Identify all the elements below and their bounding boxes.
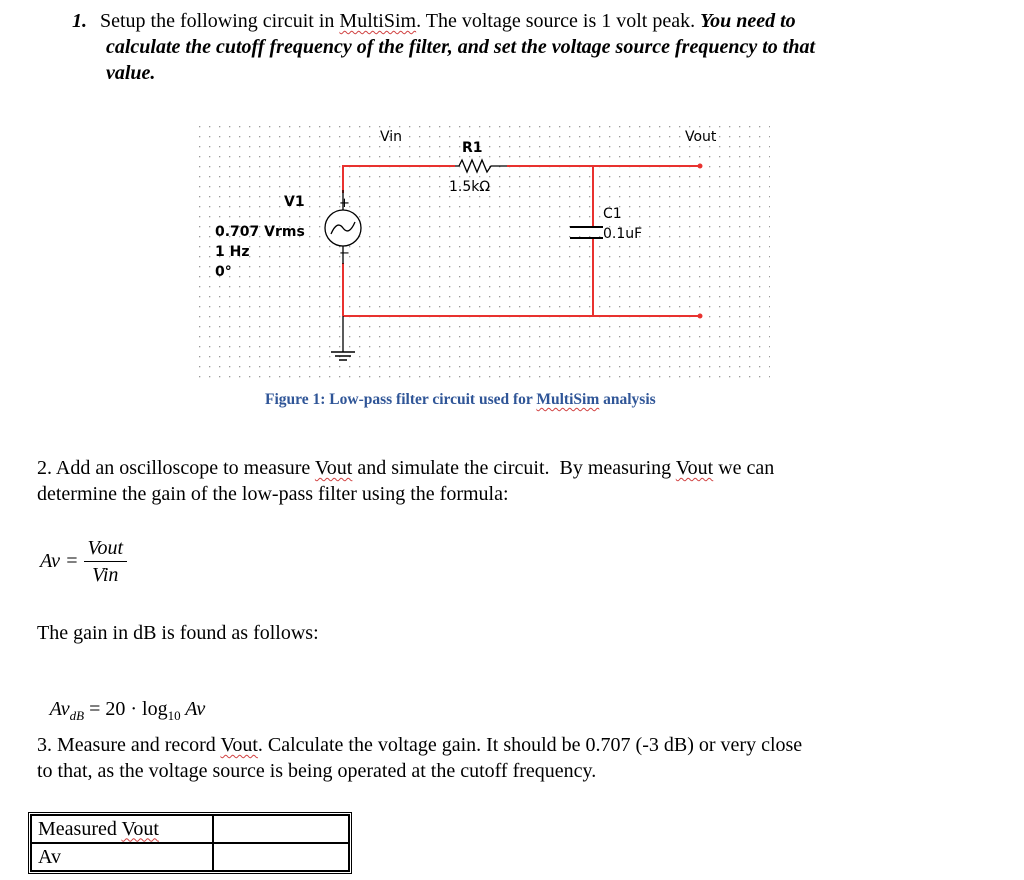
figure-caption-multisim: MultiSim [536, 391, 600, 408]
node-vout-top [698, 164, 703, 169]
source-plus-sign: + [339, 196, 350, 211]
figure-caption-suffix: analysis [599, 391, 656, 408]
measurement-table [28, 812, 352, 874]
source-phase-label: 0° [215, 264, 232, 280]
measured-vout-value-cell[interactable] [213, 815, 349, 843]
measured-vout-label-vout: Vout [121, 817, 159, 840]
capacitor-name-label: C1 [603, 206, 622, 222]
step2-line1 [37, 455, 967, 481]
step2-text-c: we can [713, 457, 775, 479]
gain-db-formula [40, 675, 205, 724]
gain-formula-lhs: Av = [40, 550, 79, 572]
gain-db-intro: The gain in dB is found as follows: [37, 622, 319, 644]
step2-vout-1: Vout [314, 457, 353, 479]
step2-line2: determine the gain of the low-pass filter using the formula: [37, 483, 509, 505]
gain-formula-numerator: Vout [84, 535, 128, 562]
step3-vout: Vout [220, 734, 258, 756]
step2-paragraph [37, 455, 967, 507]
step2-vout-2: Vout [675, 457, 714, 479]
step3-text-a: 3. Measure and record [37, 734, 221, 756]
source-value-label: 0.707 Vrms [215, 224, 305, 240]
av-label-cell: Av [31, 843, 213, 871]
source-frequency-label: 1 Hz [215, 244, 250, 260]
node-vout-bottom [698, 314, 703, 319]
gain-db-equals: = 20 · log [84, 698, 168, 720]
figure-caption [265, 391, 656, 409]
step3-paragraph [37, 732, 967, 784]
step1-text-b: . The voltage source is 1 volt peak. [416, 10, 701, 32]
source-name-label: V1 [284, 194, 305, 210]
gain-formula-denominator: Vin [92, 564, 119, 586]
gain-db-rhs: Av [180, 698, 206, 720]
gain-db-log-base: 10 [167, 708, 181, 723]
step3-line2: to that, as the voltage source is being operated at the cutoff frequency. [37, 760, 597, 782]
table-row [31, 843, 349, 871]
gain-formula-fraction [84, 535, 128, 588]
resistor-name-label: R1 [462, 140, 483, 156]
node-vin-label: Vin [380, 129, 403, 145]
gain-formula [40, 535, 127, 588]
circuit-schematic [0, 0, 1024, 400]
step3-line1 [37, 732, 967, 758]
table-row [31, 815, 349, 843]
step2-text-b: and simulate the circuit. By measuring [352, 457, 676, 479]
av-value-cell[interactable] [213, 843, 349, 871]
step3-text-b: . Calculate the voltage gain. It should be 0.707 (-3 dB) or very close [257, 734, 803, 756]
step1-text-a: Setup the following circuit in [100, 10, 340, 32]
figure-caption-prefix: Figure 1: Low-pass filter circuit used for [265, 391, 537, 408]
gain-db-lhs: Av [49, 698, 70, 720]
capacitor-value-label: 0.1uF [603, 226, 643, 242]
step1-emph-line1: You need to [700, 10, 796, 32]
measured-vout-label: Measured [38, 817, 122, 840]
node-vout-label: Vout [685, 129, 717, 145]
measured-vout-label-cell [31, 815, 213, 843]
step1-emph-line3: value. [106, 62, 156, 84]
step2-text-a: 2. Add an oscilloscope to measure [37, 457, 315, 479]
source-minus-sign: − [339, 246, 350, 261]
step1-emph-line2: calculate the cutoff frequency of the filter, and set the voltage source frequency to that [106, 36, 815, 58]
step1-number: 1. [72, 10, 87, 32]
resistor-value-label: 1.5kΩ [449, 179, 491, 195]
gain-db-lhs-subscript: dB [69, 708, 85, 723]
step1-multisim: MultiSim [339, 10, 417, 32]
